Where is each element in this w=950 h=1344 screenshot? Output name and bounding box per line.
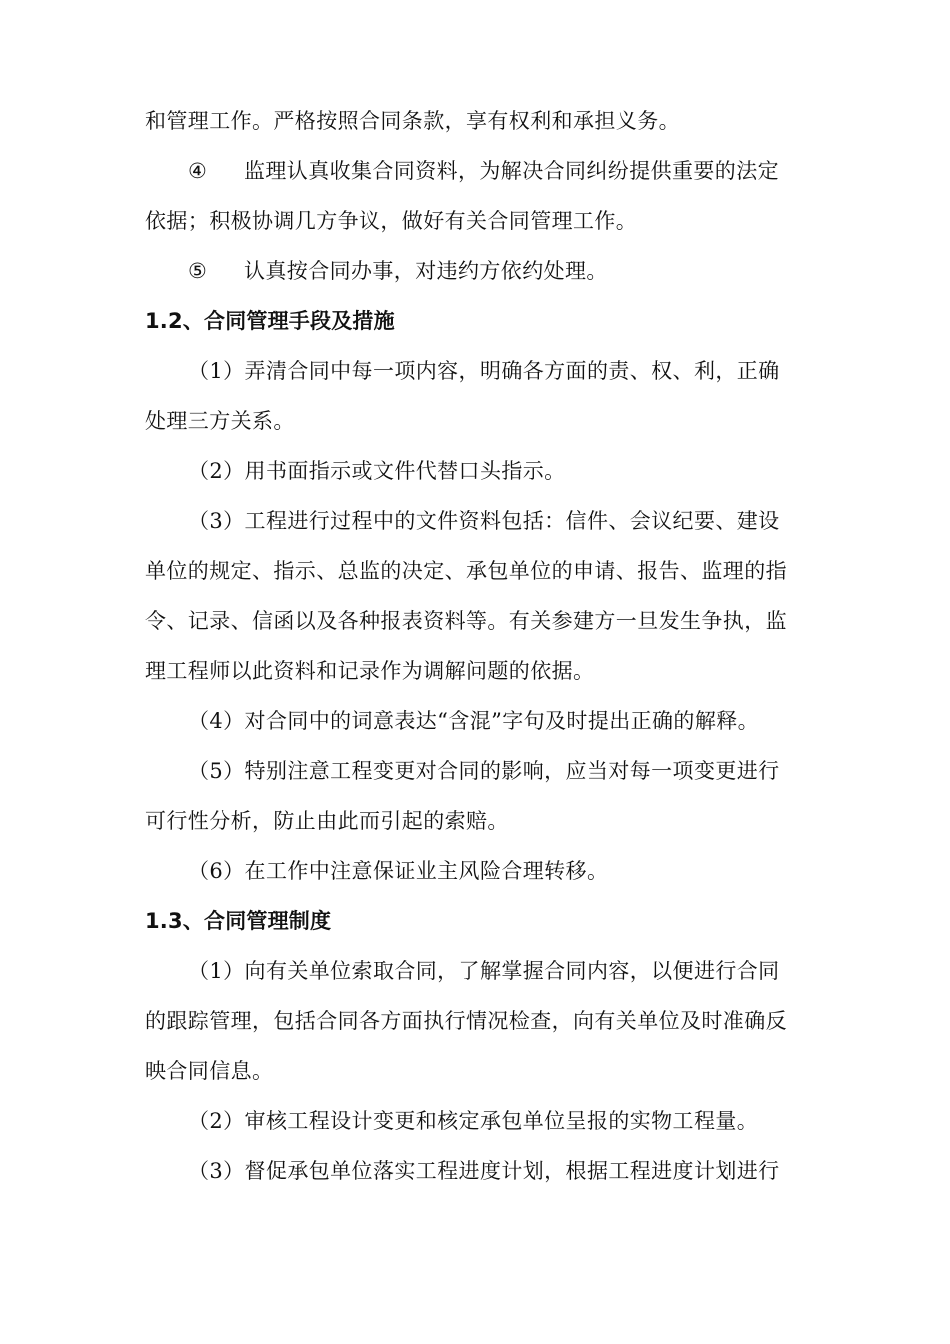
paragraph-line: （1）弄清合同中每一项内容，明确各方面的责、权、利，正确 — [188, 359, 780, 383]
item-text: 认真按合同办事，对违约方依约处理。 — [244, 259, 608, 283]
paragraph-line: 的跟踪管理，包括合同各方面执行情况检查，向有关单位及时准确反 — [145, 1009, 787, 1033]
paragraph-line: 处理三方关系。 — [145, 409, 295, 433]
paragraph-line: （6）在工作中注意保证业主风险合理转移。 — [188, 859, 609, 883]
section-heading-1-3: 1.3、合同管理制度 — [145, 909, 332, 933]
paragraph-line: （5）特别注意工程变更对合同的影响，应当对每一项变更进行 — [188, 759, 780, 783]
paragraph-line: （3）工程进行过程中的文件资料包括：信件、会议纪要、建设 — [188, 509, 780, 533]
paragraph-line: （1）向有关单位索取合同，了解掌握合同内容，以便进行合同 — [188, 959, 780, 983]
paragraph-line: （2）用书面指示或文件代替口头指示。 — [188, 459, 566, 483]
paragraph-line: 令、记录、信函以及各种报表资料等。有关参建方一旦发生争执，监 — [145, 609, 787, 633]
paragraph-line: 单位的规定、指示、总监的决定、承包单位的申请、报告、监理的指 — [145, 559, 787, 583]
item-text: 监理认真收集合同资料，为解决合同纠纷提供重要的法定 — [244, 159, 779, 183]
section-heading-1-2: 1.2、合同管理手段及措施 — [145, 309, 395, 333]
paragraph-line: 和管理工作。严格按照合同条款，享有权利和承担义务。 — [145, 109, 680, 133]
list-item-4 — [188, 156, 868, 186]
paragraph-line: 依据；积极协调几方争议，做好有关合同管理工作。 — [145, 209, 638, 233]
paragraph-line: 映合同信息。 — [145, 1059, 274, 1083]
paragraph-line: 可行性分析，防止由此而引起的索赔。 — [145, 809, 509, 833]
item-number: ⑤ — [188, 259, 208, 283]
paragraph-line: （3）督促承包单位落实工程进度计划，根据工程进度计划进行 — [188, 1159, 780, 1183]
paragraph-line: （4）对合同中的词意表达“含混”字句及时提出正确的解释。 — [188, 709, 760, 733]
item-number: ④ — [188, 159, 208, 183]
paragraph-line: 理工程师以此资料和记录作为调解问题的依据。 — [145, 659, 595, 683]
list-item-5 — [188, 256, 868, 286]
paragraph-line: （2）审核工程设计变更和核定承包单位呈报的实物工程量。 — [188, 1109, 759, 1133]
